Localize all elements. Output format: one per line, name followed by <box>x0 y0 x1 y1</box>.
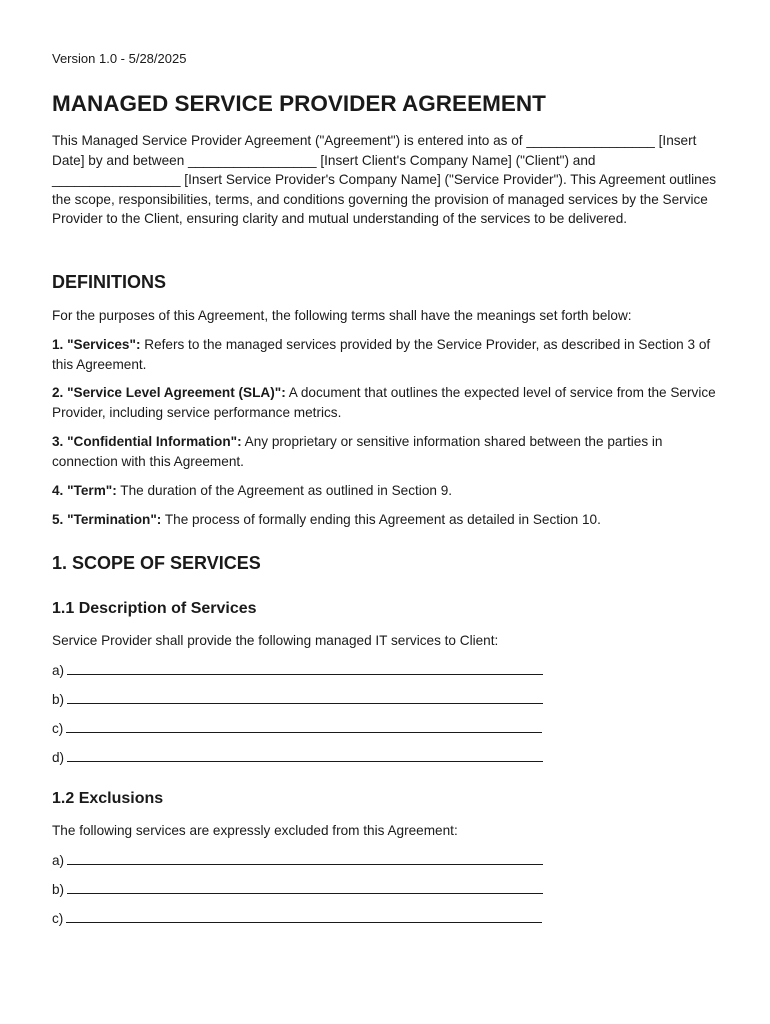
definition-text: Any proprietary or sensitive information shared between the parties in connection with this Agreement. <box>52 434 663 469</box>
fill-in-blank[interactable] <box>67 749 543 762</box>
description-heading: 1.1 Description of Services <box>52 600 257 617</box>
exclusion-entry-a <box>52 851 543 870</box>
item-letter: a) <box>52 853 65 868</box>
definition-text: The duration of the Agreement as outlined in Section 9. <box>116 483 453 498</box>
fill-in-blank[interactable] <box>67 662 543 675</box>
item-letter: b) <box>52 882 65 897</box>
definition-item <box>52 335 722 374</box>
service-entry-c <box>52 719 542 738</box>
fill-in-blank[interactable] <box>67 691 543 704</box>
service-entry-d <box>52 748 543 767</box>
exclusions-lead: The following services are expressly excluded from this Agreement: <box>52 823 458 838</box>
definition-text: A document that outlines the expected level of service from the Service Provider, including service performance metrics. <box>52 385 716 420</box>
fill-in-blank[interactable] <box>66 720 542 733</box>
definition-item <box>52 432 722 471</box>
definition-term: 5. "Termination": <box>52 512 162 527</box>
service-entry-b <box>52 690 543 709</box>
item-letter: c) <box>52 911 64 926</box>
definition-item <box>52 481 722 501</box>
definition-term: 4. "Term": <box>52 483 117 498</box>
definition-term: 2. "Service Level Agreement (SLA)": <box>52 385 286 400</box>
definitions-lead: For the purposes of this Agreement, the following terms shall have the meanings set forth below: <box>52 308 632 323</box>
fill-in-blank[interactable] <box>66 910 542 923</box>
definition-term: 3. "Confidential Information": <box>52 434 242 449</box>
fill-in-blank[interactable] <box>67 881 543 894</box>
service-entry-a <box>52 661 543 680</box>
fill-in-blank[interactable] <box>67 852 543 865</box>
version-line: Version 1.0 - 5/28/2025 <box>52 51 187 66</box>
definition-item <box>52 383 722 422</box>
item-letter: b) <box>52 692 65 707</box>
exclusions-heading: 1.2 Exclusions <box>52 790 164 807</box>
exclusion-entry-c <box>52 909 542 928</box>
scope-heading: 1. SCOPE OF SERVICES <box>52 553 261 573</box>
definition-text: Refers to the managed services provided by the Service Provider, as described in Section 3 of this Agreement. <box>52 337 711 372</box>
definition-text: The process of formally ending this Agreement as detailed in Section 10. <box>161 512 601 527</box>
exclusion-entry-b <box>52 880 543 899</box>
item-letter: a) <box>52 663 65 678</box>
description-lead: Service Provider shall provide the following managed IT services to Client: <box>52 633 499 648</box>
item-letter: d) <box>52 750 65 765</box>
intro-paragraph: This Managed Service Provider Agreement ("Agreement") is entered into as of _________________ [Insert Date] by and between _________________ [Insert Client's Company Name] ("Client") and _________________ [Insert Service Provider's Company Name] ("Service Provider"). This Agreement outlines the scope, responsibilities, terms, and conditions governing the provision of managed services by the Service Provider to the Client, ensuring clarity and mutual understanding of the services to be delivered. <box>52 133 717 226</box>
definition-item <box>52 510 722 530</box>
definition-term: 1. "Services": <box>52 337 141 352</box>
definitions-heading: DEFINITIONS <box>52 272 167 292</box>
item-letter: c) <box>52 721 64 736</box>
page-title: MANAGED SERVICE PROVIDER AGREEMENT <box>52 91 546 116</box>
